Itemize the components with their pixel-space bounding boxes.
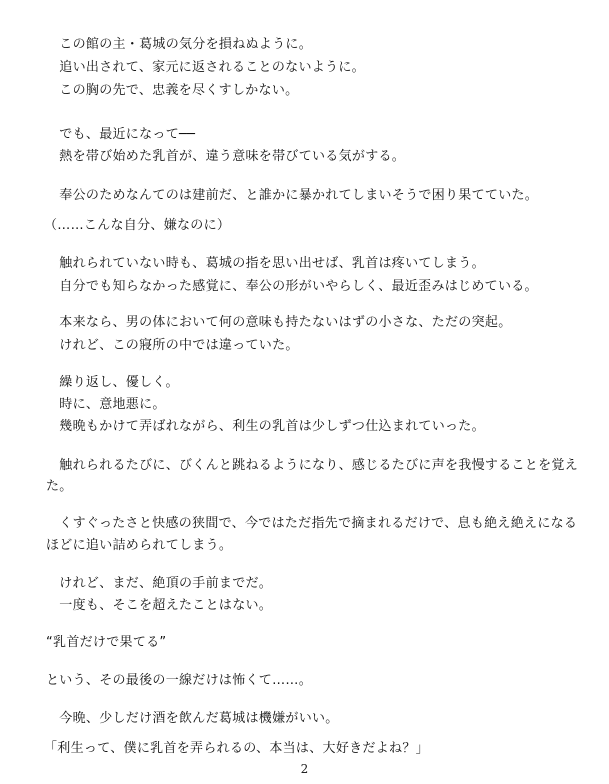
text-line: 奉公のためなんてのは建前だ、と誰かに暴かれてしまいそうで困り果てていた。 [46,188,539,203]
text-line: という、その最後の一線だけは怖くて……。 [46,673,313,688]
text-line: でも、最近になって── [46,127,196,142]
text-line: けれど、この寢所の中では違っていた。 [46,338,299,353]
text-line: 自分でも知らなかった感覚に、奉公の形がいやらしく、最近歪みはじめている。 [46,279,538,294]
text-line: くすぐったさと快感の狭間で、今ではただ指先で摘まれるだけで、息も絶え絶えになる [46,516,578,531]
text-line: た。 [46,479,73,494]
text-line: この胸の先で、忠義を尽くすしかない。 [46,83,299,98]
page-number: 2 [300,762,309,776]
text-line: 時に、意地悪に。 [46,397,166,412]
text-line: 繰り返し、優しく。 [46,375,179,390]
text-line: けれど、まだ、絶頂の手前までだ。 [46,576,273,591]
text-line: ほどに追い詰められてしまう。 [46,538,233,553]
text-line: 本来なら、男の体において何の意味も持たないはずの小さな、ただの突起。 [46,315,512,330]
text-line: （……こんな自分、嫌なのに） [44,218,231,233]
text-line: この館の主・葛城の気分を損ねぬように。 [46,37,313,52]
text-line: 一度も、そこを超えたことはない。 [46,598,273,613]
text-line: 「利生って、僕に乳首を弄られるの、本当は、大好きだよね？」 [44,741,429,756]
text-line: 幾晩もかけて弄ばれながら、利生の乳首は少しずつ仕込まれていった。 [46,419,485,434]
text-line: 触れられていない時も、葛城の指を思い出せば、乳首は疼いてしまう。 [46,256,485,271]
text-line: 触れられるたびに、びくんと跳ねるようになり、感じるたびに声を我慢することを覚え [46,458,579,473]
text-line: 今晩、少しだけ酒を飲んだ葛城は機嫌がいい。 [46,711,339,726]
text-line: 熱を帯び始めた乳首が、違う意味を帯びている気がする。 [46,149,406,164]
text-line: “乳首だけで果てる” [46,635,167,650]
text-line: 追い出されて、家元に返されることのないように。 [46,60,365,75]
